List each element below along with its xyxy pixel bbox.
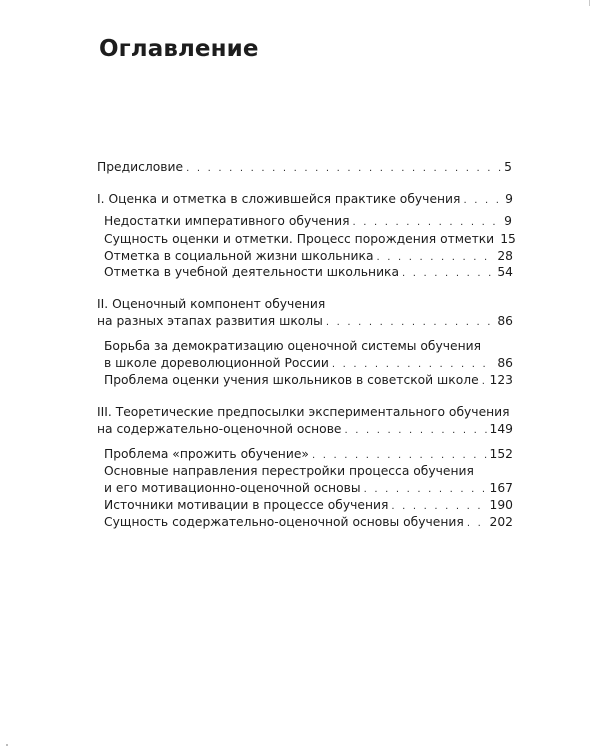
toc-leader-dots <box>332 357 494 373</box>
toc-entry-section-1-2 <box>104 231 516 247</box>
toc-entry-section-2-1-line-2 <box>104 355 513 371</box>
toc-entry-page: 167 <box>489 481 513 495</box>
toc-entry-chapter-3-line-1 <box>97 404 510 420</box>
toc-leader-dots <box>186 161 501 177</box>
toc-leader-dots <box>391 499 486 515</box>
toc-entry-title: в школе дореволюционной России <box>104 356 329 370</box>
toc-entry-title: III. Теоретические предпосылки экспериментального обучения <box>97 405 510 419</box>
toc-entry-title: и его мотивационно-оценочной основы <box>104 481 361 495</box>
toc-entry-title: Проблема оценки учения школьников в советской школе <box>104 373 479 387</box>
toc-entry-section-3-3 <box>104 497 513 513</box>
toc-entry-title: Источники мотивации в процессе обучения <box>104 498 389 512</box>
toc-entry-title: на содержательно-оценочной основе <box>97 422 342 436</box>
toc-entry-title: Проблема «прожить обучение» <box>104 447 309 461</box>
toc-entry-page: 190 <box>489 498 513 512</box>
toc-leader-dots <box>482 374 487 390</box>
toc-entry-section-2-2 <box>104 372 513 388</box>
toc-entry-page: 152 <box>489 447 513 461</box>
toc-entry-page: 28 <box>497 249 513 263</box>
toc-leader-dots <box>345 423 487 439</box>
toc-entry-section-3-4 <box>104 514 513 530</box>
toc-entry-title: II. Оценочный компонент обучения <box>97 297 326 311</box>
toc-entry-title: Недостатки императивного обучения <box>104 214 350 228</box>
toc-entry-title: I. Оценка и отметка в сложившейся практике обучения <box>97 192 461 206</box>
toc-entry-page: 9 <box>504 214 512 228</box>
toc-leader-dots <box>463 193 502 209</box>
toc-entry-section-3-1 <box>104 446 513 462</box>
toc-entry-page: 5 <box>504 160 512 174</box>
toc-entry-section-3-2-line-1 <box>104 463 474 479</box>
toc-entry-title: Борьба за демократизацию оценочной системы обучения <box>104 339 482 353</box>
toc-entry-chapter-2-line-1 <box>97 296 325 312</box>
toc-leader-dots <box>364 482 487 498</box>
toc-entry-page: 202 <box>489 515 513 529</box>
toc-entry-title: на разных этапах развития школы <box>97 314 323 328</box>
toc-entry-page: 9 <box>505 192 513 206</box>
toc-entry-page: 15 <box>500 232 516 246</box>
toc-entry-chapter-2-line-2 <box>97 313 513 329</box>
toc-entry-title: Отметка в учебной деятельности школьника <box>104 265 400 279</box>
toc-leader-dots <box>326 315 494 331</box>
toc-leader-dots <box>312 448 487 464</box>
toc-entry-title: Сущность содержательно-оценочной основы обучения <box>104 515 464 529</box>
toc-entry-title: Сущность оценки и отметки. Процесс порождения отметки <box>104 232 495 246</box>
toc-entry-section-2-1-line-1 <box>104 338 481 354</box>
toc-entry-section-1-3 <box>104 248 513 264</box>
toc-entry-title: Отметка в социальной жизни школьника <box>104 249 374 263</box>
toc-entry-page: 86 <box>497 356 513 370</box>
toc-entry-section-3-2-line-2 <box>104 480 513 496</box>
page-title: Оглавление <box>99 36 259 62</box>
toc-entry-page: 86 <box>497 314 513 328</box>
toc-entry-page: 123 <box>489 373 513 387</box>
toc-entry-chapter-3-line-2 <box>97 421 513 437</box>
toc-leader-dots <box>353 215 502 231</box>
toc-leader-dots <box>402 266 494 282</box>
toc-entry-page: 54 <box>497 265 513 279</box>
toc-entry-section-1-4 <box>104 264 513 280</box>
toc-entry-page: 149 <box>489 422 513 436</box>
toc-entry-preface <box>97 159 512 175</box>
toc-entry-title: Основные направления перестройки процесса обучения <box>104 464 474 478</box>
toc-entry-title: Предисловие <box>97 160 184 174</box>
toc-entry-chapter-1 <box>97 191 513 207</box>
toc-leader-dots <box>467 516 487 532</box>
toc-entry-section-1-1 <box>104 213 512 229</box>
